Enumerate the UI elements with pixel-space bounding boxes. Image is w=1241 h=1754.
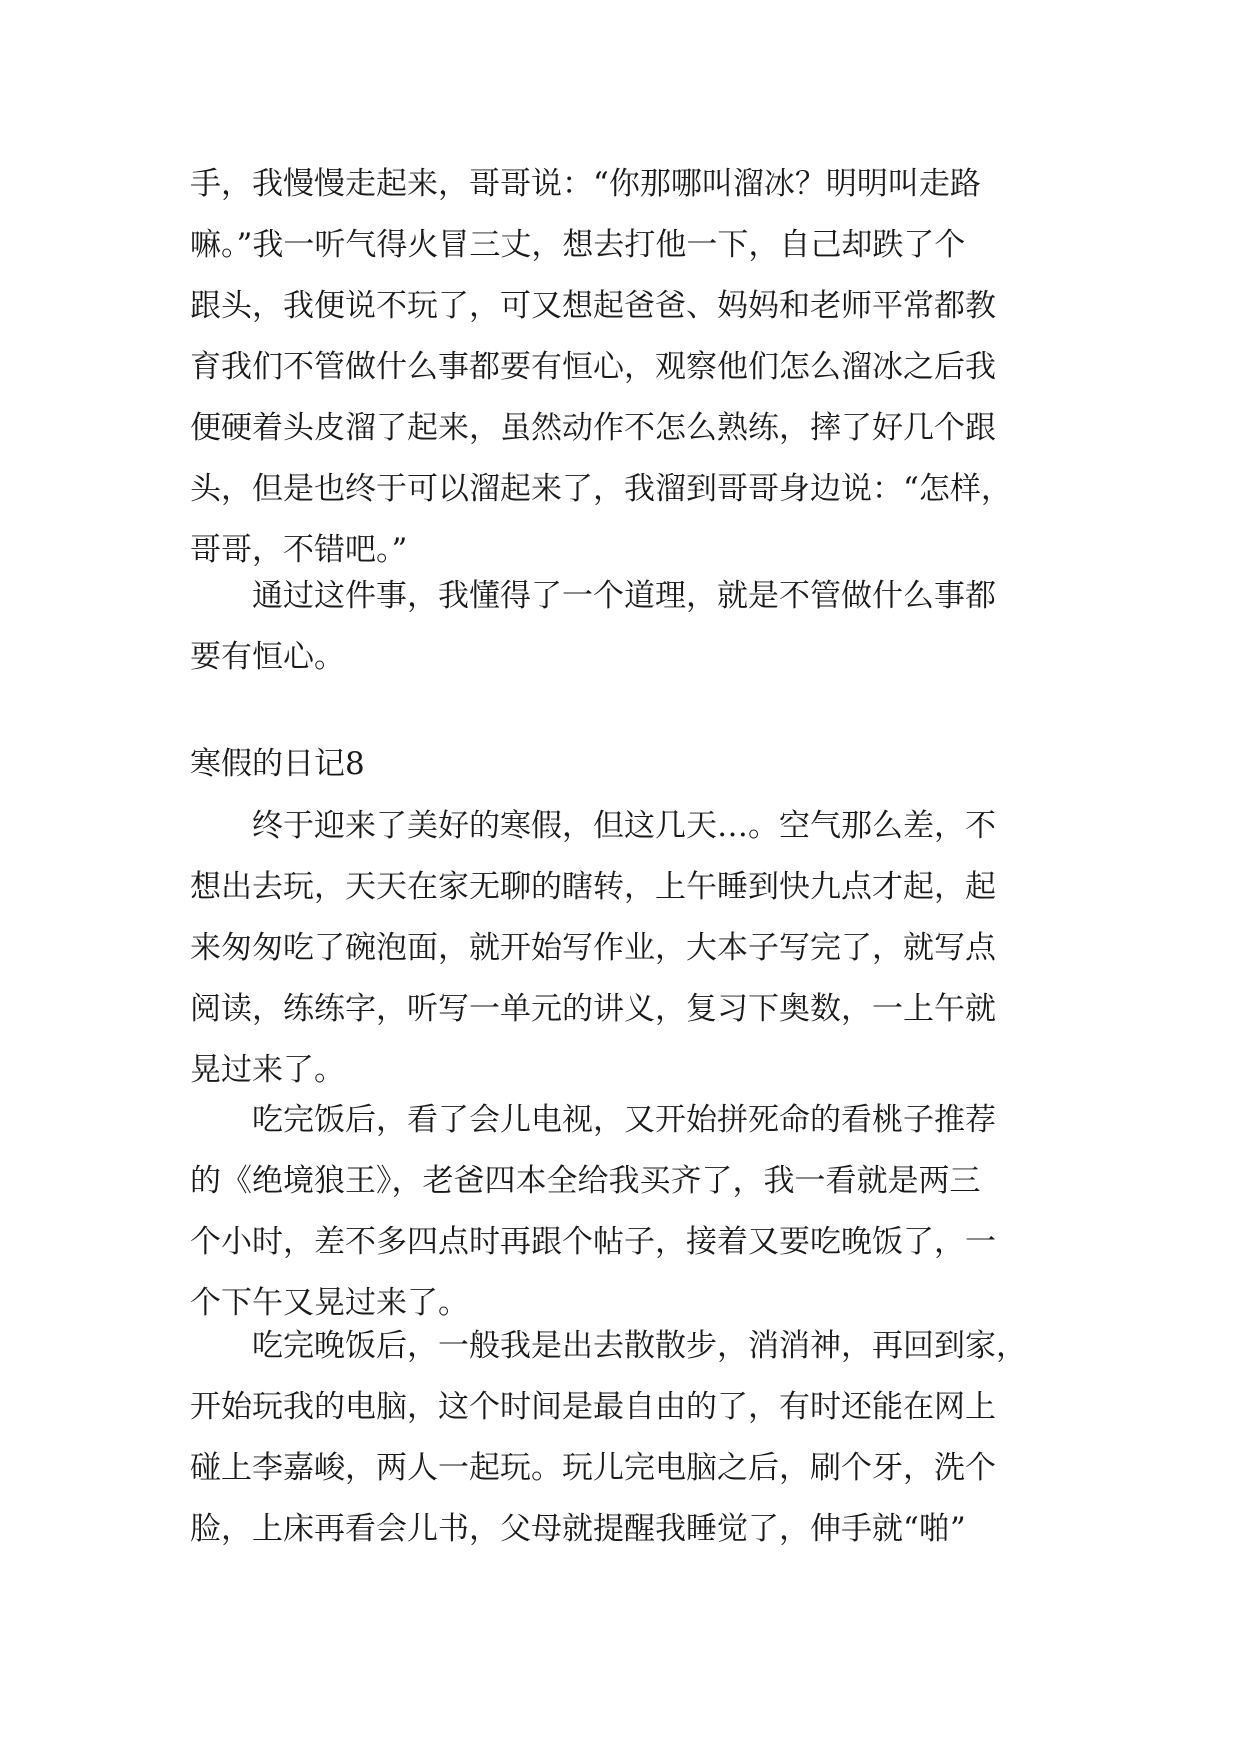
text-line: 想出去玩，天天在家无聊的瞎转，上午睡到快九点才起，起 [190, 869, 996, 905]
text-line: 手，我慢慢走起来，哥哥说：“你那哪叫溜冰？明明叫走路 [190, 166, 981, 202]
text-line: 开始玩我的电脑，这个时间是最自由的了，有时还能在网上 [190, 1389, 996, 1425]
text-line: 个小时，差不多四点时再跟个帖子，接着又要吃晚饭了，一 [190, 1224, 996, 1260]
paragraph-continued [190, 154, 1050, 581]
text-line: 跟头，我便说不玩了，可又想起爸爸、妈妈和老师平常都教 [190, 288, 996, 324]
text-line: 来匆匆吃了碗泡面，就开始写作业，大本子写完了，就写点 [190, 930, 996, 966]
text-line: 要有恒心。 [190, 639, 345, 675]
section-title [190, 734, 1050, 795]
text-line: 育我们不管做什么事都要有恒心，观察他们怎么溜冰之后我 [190, 349, 996, 385]
section-title-text: 寒假的日记8 [190, 746, 365, 782]
text-line: 便硬着头皮溜了起来，虽然动作不怎么熟练，摔了好几个跟 [190, 410, 996, 446]
text-line: 吃完晚饭后，一般我是出去散散步，消消神，再回到家， [190, 1328, 1027, 1364]
paragraph-evening [190, 1316, 1050, 1560]
paragraph-conclusion [190, 566, 1050, 688]
text-line: 阅读，练练字，听写一单元的讲义，复习下奥数，一上午就 [190, 991, 996, 1027]
text-line: 个下午又晃过来了。 [190, 1285, 469, 1321]
paragraph-afternoon [190, 1090, 1050, 1334]
text-line: 碰上李嘉峻，两人一起玩。玩儿完电脑之后，刷个牙，洗个 [190, 1450, 996, 1486]
text-line: 的《绝境狼王》，老爸四本全给我买齐了，我一看就是两三 [190, 1163, 981, 1199]
paragraph-intro [190, 796, 1050, 1101]
text-line: 通过这件事，我懂得了一个道理，就是不管做什么事都 [190, 578, 996, 614]
text-line: 晃过来了。 [190, 1052, 345, 1088]
text-line: 脸，上床再看会儿书，父母就提醒我睡觉了，伸手就“啪” [190, 1511, 966, 1547]
text-line: 头，但是也终于可以溜起来了，我溜到哥哥身边说：“怎样， [190, 471, 1012, 507]
text-line: 吃完饭后，看了会儿电视，又开始拼死命的看桃子推荐 [190, 1102, 996, 1138]
text-line: 嘛。”我一听气得火冒三丈，想去打他一下，自己却跌了个 [190, 227, 966, 263]
text-line: 哥哥，不错吧。” [190, 532, 408, 568]
text-line: 终于迎来了美好的寒假，但这几天…。空气那么差，不 [190, 808, 996, 844]
